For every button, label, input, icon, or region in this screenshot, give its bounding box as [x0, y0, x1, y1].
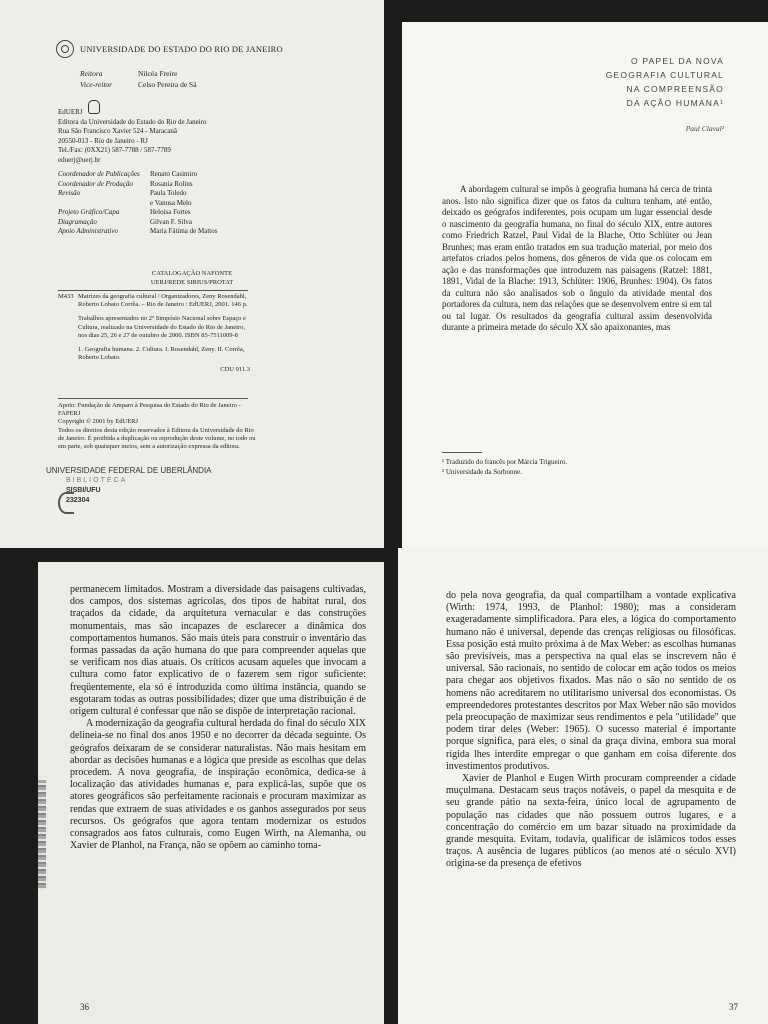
colophon-page: [0, 0, 384, 548]
title-line: GEOGRAFIA CULTURAL: [605, 70, 724, 80]
footnotes: [442, 458, 712, 477]
staff-name: e Vanusa Melo: [150, 198, 192, 207]
stamp-library: BIBLIOTECA: [66, 477, 128, 484]
catalog-entry: Matrizes da geografia cultural / Organizadores, Zeny Rosendahl, Roberto Lobato Corrêa. – Rio de Janeiro : EdUERJ, 2001. 146 p.: [78, 293, 248, 309]
staff-name: Maria Fátima de Mattos: [150, 227, 218, 235]
staff-list: [58, 170, 217, 237]
page-36: [38, 562, 384, 1024]
rights-block: [58, 402, 258, 451]
staff-role: Diagramação: [58, 217, 97, 226]
catalog-heading: [0, 270, 384, 287]
stamp-system: SISBI/UFU: [66, 487, 101, 494]
staff-name: Renato Casimiro: [150, 170, 198, 178]
university-name: UNIVERSIDADE DO ESTADO DO RIO DE JANEIRO: [80, 44, 283, 54]
opening-paragraph: A abordagem cultural se impôs à geografia humana há cerca de trinta anos. Isto não significa dizer que os fatos da cultura tenham, até então, deixado os geógrafos indiferentes, pois ocupam um lugar essencial desde o nascimento da geografia humana, no final do século XIX, entre autores como Friedrich Ratzel, Paul Vidal de la Blache, Otto Schlüter ou Jean Brunhes; mas eram então tratados em sua tradução material, por meio dos artefatos criados pelos homens, dos gêneros de vida que os colocam em ação e das transformações que introduzem nas paisagens (Ratzel: 1881, 1891, Vidal de la Blache: 1913, Schlüter: 1906, Brunhes: 1904). Os fatos da cultura não são analisados sob o ângulo da atividade mental dos portadores da cultura, nem das relações que se desenvolvem entre si em tal ou tal lugar. Os resultados da geografia cultural assim desenvolvida durante a primeira metade do século XX são apaixonantes, mas: [442, 184, 712, 332]
catalog-top-rule: [58, 290, 248, 291]
staff-name: Rosania Rolins: [150, 179, 193, 188]
staff-role: Revisão: [58, 189, 81, 197]
page-number: 36: [80, 1002, 89, 1012]
catalog-cdu: CDU 911.3: [220, 366, 250, 374]
title-line: DA AÇÃO HUMANA¹: [626, 98, 724, 108]
article-author: Paul Claval²: [685, 124, 724, 133]
catalog-number: M433: [58, 293, 74, 300]
staff-role: Projeto Gráfico/Capa: [58, 208, 120, 216]
paragraph: Xavier de Planhol e Eugen Wirth procuram compreender a cidade muçulmana. Destacam seus traços notáveis, o papel da mesquita e de seu grande pátio na sexta-feira, único local de agrupamento de população nas cidades que não possuem outros lugares, e a concentração do comércio em um bazar situado na proximidade da grande mesquita. Evitam, todavia, qualificar de islâmicos todos esses traços. A ausência de lugares públicos (ao menos até o século XVI) origina-se da presença de efetivos: [446, 773, 736, 870]
publisher-block: [58, 108, 358, 165]
publisher-line: 20550-013 - Rio de Janeiro - RJ: [58, 136, 148, 145]
publisher-line: eduerj@uerj.br: [58, 155, 101, 164]
publisher-line: Tel./Fax: (0XX21) 587-7788 / 587-7789: [58, 146, 171, 154]
footnote: ¹ Traduzido do francês por Márcia Trigueiro.: [442, 458, 568, 466]
stamp-number: 232304: [66, 497, 90, 504]
staff-role: Apoio Administrativo: [58, 227, 118, 235]
page-37-text: [446, 590, 736, 871]
leadership-name: Celso Pereira de Sá: [138, 80, 197, 89]
copyright-line: Copyright © 2001 by EdUERJ: [58, 418, 139, 426]
university-seal-icon: [56, 40, 74, 58]
page-36-text: [70, 584, 366, 852]
paragraph: permanecem limitados. Mostram a diversidade das paisagens cultivadas, dos campos, dos sistemas agrícolas, dos tipos de habitat rural, dos traçados da cidade, da arquitetura vernacular e das construções monumentais, mas são incapazes de esclarecer a dinâmica dos comportamentos humanos. São mais úteis para construir o inventário das formas passadas da ação humana do que para compreender aquelas que se verificam nos dias atuais. Os críticos acusam aqueles que invocam a cultura como fator explicativo de o fazerem sem rigor suficiente: freqüentemente, ela só é introduzida como última instância, quando se esgotaram todas as outras possibilidades; dizer que uma distribuição é de origem cultural é confessar que não se dispõe de interpretação racional.: [70, 584, 366, 718]
staff-name: Paula Toledo: [150, 189, 187, 197]
article-opening-page: [402, 22, 768, 562]
leadership-name: Nilcéa Freire: [138, 69, 178, 78]
catalog-note: Trabalhos apresentados no 2º Simpósio Nacional sobre Espaço e Cultura, realizado na Universidade do Estado do Rio de Janeiro, nos dias 25, 26 e 27 de outubro de 2000. ISBN 85-7511009-8: [78, 315, 246, 339]
footnote-rule: [442, 452, 482, 453]
staff-name: Heloisa Fortes: [150, 208, 191, 216]
article-title: [504, 54, 724, 110]
funding-note: Apoio: Fundação de Amparo à Pesquisa do Estado do Rio de Janeiro - FAPERJ: [58, 402, 241, 418]
paragraph: A modernização da geografia cultural herdada do final do século XIX delineia-se no final dos anos 1950 e no decorrer da década seguinte. Os geógrafos deixaram de se considerar naturalistas. Não mais hesitam em abordar as decisões humanas e a lógica que preside as escolhas que delas procedem. A nova geografia, de inspiração econômica, dedica-se à localização das atividades humanas e, para explicá-las, supõe que os atores geográficos são perfeitamente racionais e procuram maximizar as rendas que extraem de suas atividades e os ganhos assegurados por seus recursos. Os geógrafos que agora tentam modernizar os estudos consagrados aos fatos culturais, como Eugen Wirth, na Alemanha, ou Xavier de Planhol, na França, não se opõem ao caminho toma-: [70, 718, 366, 852]
staff-role: Coordenador de Publicações: [58, 170, 140, 178]
rights-note: Todos os direitos desta edição reservados à Editora da Universidade do Rio de Janeiro. É proibida a duplicação ou reprodução deste volume, no todo ou em parte, sob quaisquer meios, sem a autorização expressa da editora.: [58, 426, 256, 451]
catalog-bottom-rule: [58, 398, 248, 399]
paragraph: do pela nova geografia, da qual compartilham a vontade explicativa (Wirth: 1974, 1993, de Planhol: 1980); mas a consideram exageradamente simplificadora. Para eles, a lógica do comportamento humano não é universal, depende das crenças religiosas ou filosóficas. Essa posição está muito próxima à de Max Weber: as escolhas humanas são previsíveis, mas a perspectiva na qual elas se inscrevem não é universal. São racionais, no sentido de colocar em ação todos os meios para chegar aos objetivos fixados. Mas não o são no sentido de os homens não acreditarem no utilitarismo universal dos economistas. Os empreendedores protestantes descritos por Max Weber não são movidos pela preocupação de maximizar seus rendimentos e pela "utilidade" que podem tirar deles (Weber: 1965). O sucesso material é importante porque significa, para eles, o sinal da graça divina, embora sua moral rígida lhes interdite empregar o que ganham em coisa diferente dos investimentos produtivos.: [446, 590, 736, 772]
stamp-university: UNIVERSIDADE FEDERAL DE UBERLÂNDIA: [46, 466, 212, 475]
publisher-line: EdUERJ: [58, 108, 83, 116]
catalog-card: [58, 293, 250, 375]
publisher-line: Rua São Francisco Xavier 524 - Maracanã: [58, 127, 177, 135]
title-line: O PAPEL DA NOVA: [631, 56, 724, 66]
catalog-heading-line: CATALOGAÇÃO NAFONTE: [151, 270, 233, 277]
page-37: [398, 548, 768, 1024]
catalog-heading-line: UERJ/REDE SIRIUS/PROTAT: [150, 278, 234, 286]
title-line: NA COMPREENSÃO: [626, 84, 724, 94]
leadership-list: [80, 68, 197, 90]
handwritten-mark: [58, 492, 74, 514]
catalog-subjects: 1. Geografia humana. 2. Cultura. I. Rosendahl, Zeny. II. Corrêa, Roberto Lobato.: [78, 346, 245, 362]
staff-name: Gilvan F. Silva: [150, 217, 193, 226]
binding-shadow: [38, 780, 46, 890]
footnote: ² Universidade da Sorbonne.: [442, 467, 522, 476]
staff-role: [58, 199, 146, 209]
university-header: [56, 40, 283, 58]
leadership-role: Reitora: [80, 69, 103, 78]
staff-role: Coordenador de Produção: [58, 179, 133, 188]
leadership-role: Vice-reitor: [80, 80, 113, 89]
publisher-line: Editora da Universidade do Estado do Rio de Janeiro: [58, 117, 207, 126]
page-number: 37: [729, 1002, 738, 1012]
